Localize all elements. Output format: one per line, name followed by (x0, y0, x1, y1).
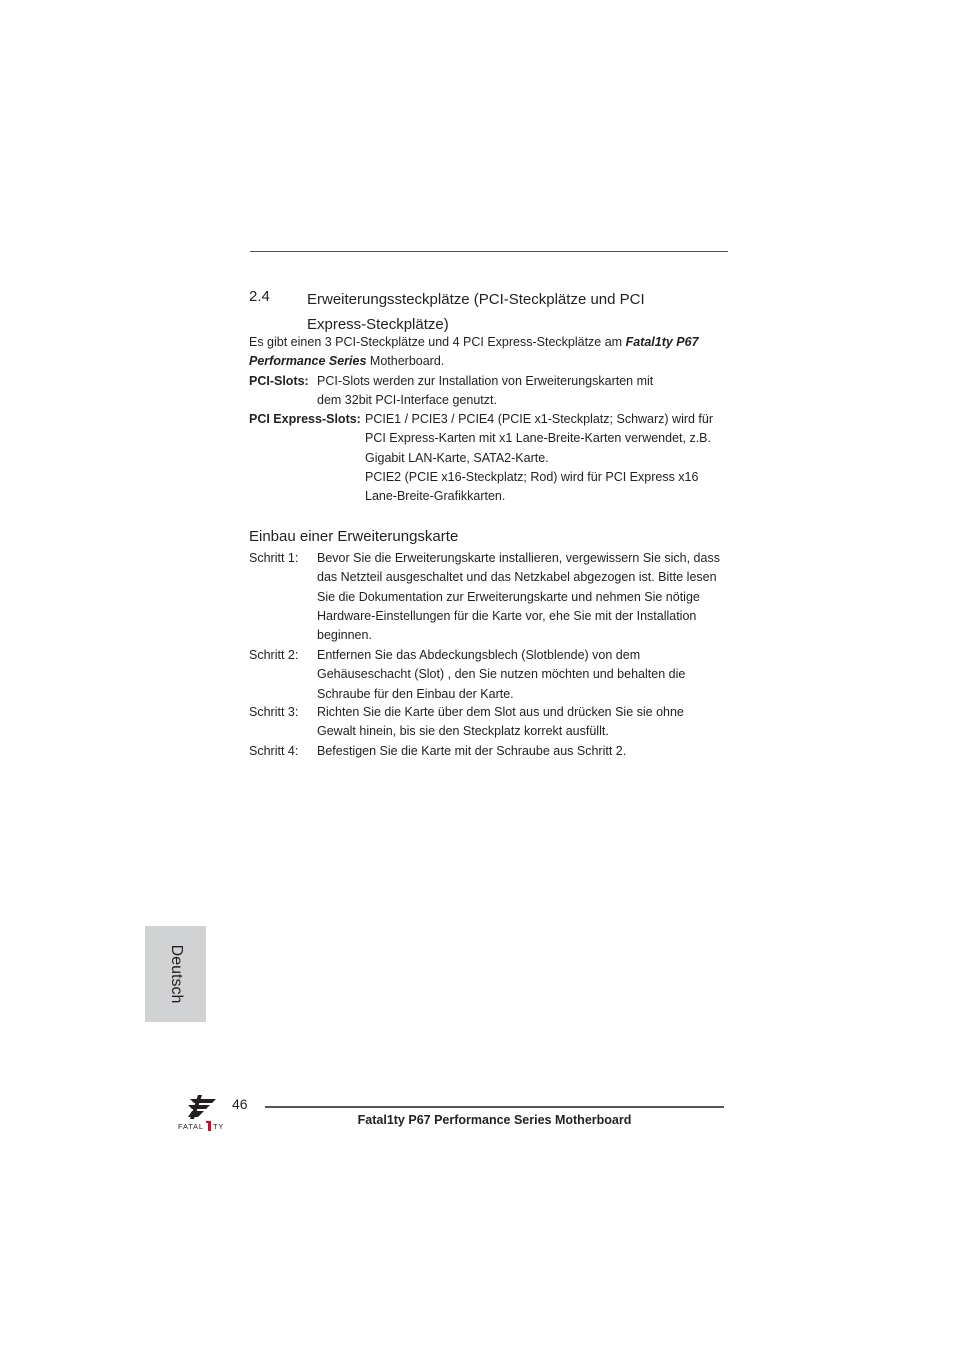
pci-slots-label: PCI-Slots: (249, 374, 309, 388)
section-number: 2.4 (249, 288, 270, 305)
section-title-line2: Express-Steckplätze) (307, 316, 449, 333)
footer-rule (265, 1106, 724, 1108)
pcie-slots-label: PCI Express-Slots: (249, 412, 361, 426)
step-1-label: Schritt 1: (249, 551, 299, 565)
pci-slots-line1: PCI-Slots werden zur Installation von Erweiterungskarten mit (317, 374, 654, 388)
intro-paragraph (249, 333, 729, 372)
pci-slots-line2: dem 32bit PCI-Interface genutzt. (317, 393, 497, 408)
section-title (307, 287, 707, 337)
language-side-tab (145, 926, 206, 1022)
intro-brand: Fatal1ty P67 Performance Series (249, 335, 699, 369)
pcie-slots-description (365, 410, 730, 506)
section-title-line1: Erweiterungssteckplätze (PCI-Steckplätze und PCI (307, 291, 645, 308)
header-rule (250, 251, 728, 252)
pcie-slots-para1: PCIE1 / PCIE3 / PCIE4 (PCIE x1-Steckplatz; Schwarz) wird für PCI Express-Karten mit x1 Lane-Breite-Karten verwendet, z.B. Gigabit LAN-Karte, SATA2-Karte. (365, 412, 714, 465)
step-4-label: Schritt 4: (249, 744, 299, 758)
step-2-label: Schritt 2: (249, 648, 299, 662)
pcie-slots-para2: PCIE2 (PCIE x16-Steckplatz; Rod) wird für PCI Express x16 Lane-Breite-Grafikkarten. (365, 469, 699, 504)
footer-title: Fatal1ty P67 Performance Series Motherboard (357, 1113, 632, 1127)
fatal1ty-logo-graphic (176, 1095, 230, 1135)
install-heading: Einbau einer Erweiterungskarte (249, 528, 459, 545)
fatal1ty-logo-icon (176, 1095, 230, 1135)
pci-slots-description (317, 372, 717, 411)
svg-text:TY: TY (213, 1122, 225, 1131)
step-3-text: Richten Sie die Karte über dem Slot aus und drücken Sie sie ohne Gewalt hinein, bis sie den Steckplatz korrekt ausfüllt. (317, 705, 684, 739)
step-2-text: Entfernen Sie das Abdeckungsblech (Slotblende) von dem Gehäuseschacht (Slot) , den Sie nutzen möchten und behalten die Schraube für den Einbau der Karte. (317, 648, 686, 701)
step-3-label: Schritt 3: (249, 705, 299, 719)
step-1-text: Bevor Sie die Erweiterungskarte installieren, vergewissern Sie sich, dass das Netzteil ausgeschaltet und das Netzkabel abgezogen ist. Bitte lesen Sie die Dokumentation zur Erweiterungskarte und nehmen Sie nötige Hardware-Einstellungen für die Karte vor, ehe Sie mit der Installation beginnen. (317, 551, 720, 643)
intro-text-after: Motherboard. (366, 354, 445, 369)
logo-lettering: FATAL (178, 1122, 204, 1131)
intro-text-before: Es gibt einen 3 PCI-Steckplätze und 4 PCI Express-Steckplätze am (249, 335, 626, 349)
page-number: 46 (232, 1096, 248, 1112)
step-4-text: Befestigen Sie die Karte mit der Schraube aus Schritt 2. (317, 744, 627, 758)
language-tab-label: Deutsch (167, 944, 185, 1004)
